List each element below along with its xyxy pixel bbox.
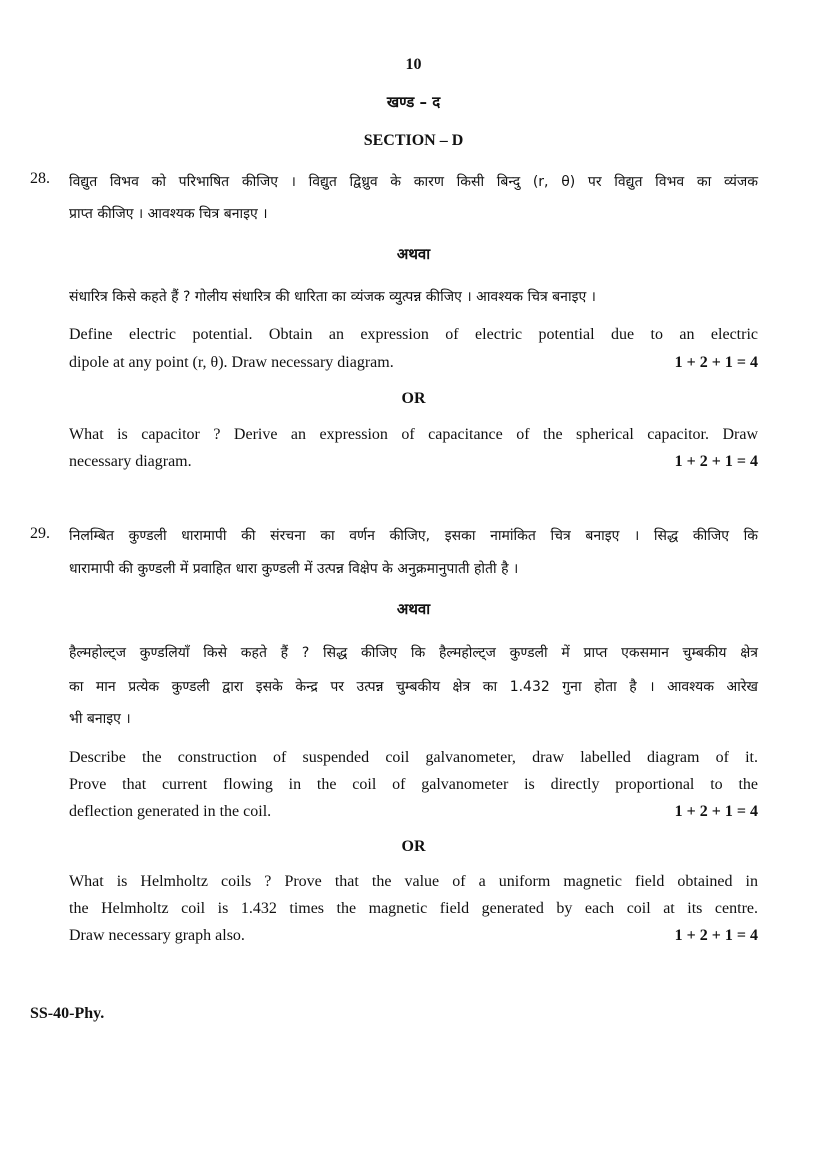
q28-marks: 1 + 2 + 1 = 4 (674, 354, 758, 371)
q29-english-line-2: Prove that current flowing in the coil of galvanometer is directly proportional to the (69, 776, 758, 793)
q29-alt-marks: 1 + 2 + 1 = 4 (674, 927, 758, 944)
q28-hindi-line-1: विद्युत विभव को परिभाषित कीजिए । विद्युत द्विध्रुव के कारण किसी बिन्दु (r, θ) पर विद्युत विभव का व्यंजक (69, 174, 758, 190)
q29-english-alt-line-1: What is Helmholtz coils ? Prove that the value of a uniform magnetic field obtained in (69, 873, 758, 890)
q28-english-line-1: Define electric potential. Obtain an expression of electric potential due to an electric (69, 326, 758, 343)
q29-marks: 1 + 2 + 1 = 4 (674, 803, 758, 820)
q28-english-alt-line-2: necessary diagram. (69, 453, 192, 470)
q28-english-alt-line-1: What is capacitor ? Derive an expression of capacitance of the spherical capacitor. Draw (69, 426, 758, 443)
q28-alt-marks: 1 + 2 + 1 = 4 (674, 453, 758, 470)
q28-or-hindi: अथवा (396, 245, 431, 263)
q28-or-english: OR (401, 390, 426, 407)
question-29-number: 29. (30, 525, 50, 542)
q29-hindi-alt-line-1: हैल्महोल्ट्ज कुण्डलियाँ किसे कहते हैं ? सिद्ध कीजिए कि हैल्महोल्ट्ज कुण्डली में प्राप्त एकसमान चुम्बकीय क्षेत्र (69, 645, 758, 661)
q29-hindi-line-1: निलम्बित कुण्डली धारामापी की संरचना का वर्णन कीजिए, इसका नामांकित चित्र बनाइए । सिद्ध कीजिए कि (69, 528, 758, 544)
page-number: 10 (405, 56, 422, 73)
q29-english-line-3: deflection generated in the coil. (69, 803, 272, 820)
q28-hindi-alt-line-1: संधारित्र किसे कहते हैं ? गोलीय संधारित्र की धारिता का व्यंजक व्युत्पन्न कीजिए । आवश्यक चित्र बनाइए । (69, 289, 596, 305)
q29-or-hindi: अथवा (396, 600, 431, 618)
section-title-hindi: खण्ड – द (386, 93, 441, 111)
footer-code: SS-40-Phy. (30, 1005, 105, 1022)
q29-english-alt-line-3: Draw necessary graph also. (69, 927, 245, 944)
q29-hindi-alt-line-3: भी बनाइए । (69, 711, 131, 727)
q29-or-english: OR (401, 838, 426, 855)
section-title-english: SECTION – D (363, 132, 464, 149)
q29-english-alt-line-2: the Helmholtz coil is 1.432 times the magnetic field generated by each coil at its centre. (69, 900, 758, 917)
q29-hindi-line-2: धारामापी की कुण्डली में प्रवाहित धारा कुण्डली में उत्पन्न विक्षेप के अनुक्रमानुपाती होती है । (69, 561, 519, 577)
q29-english-line-1: Describe the construction of suspended coil galvanometer, draw labelled diagram of it. (69, 749, 758, 766)
q28-english-line-2: dipole at any point (r, θ). Draw necessary diagram. (69, 354, 394, 371)
q29-hindi-alt-line-2: का मान प्रत्येक कुण्डली द्वारा इसके केन्द्र पर उत्पन्न चुम्बकीय क्षेत्र का 1.432 गुना होता है । आवश्यक आरेख (69, 679, 758, 695)
question-28-number: 28. (30, 170, 50, 187)
q28-hindi-line-2: प्राप्त कीजिए । आवश्यक चित्र बनाइए । (69, 206, 268, 222)
